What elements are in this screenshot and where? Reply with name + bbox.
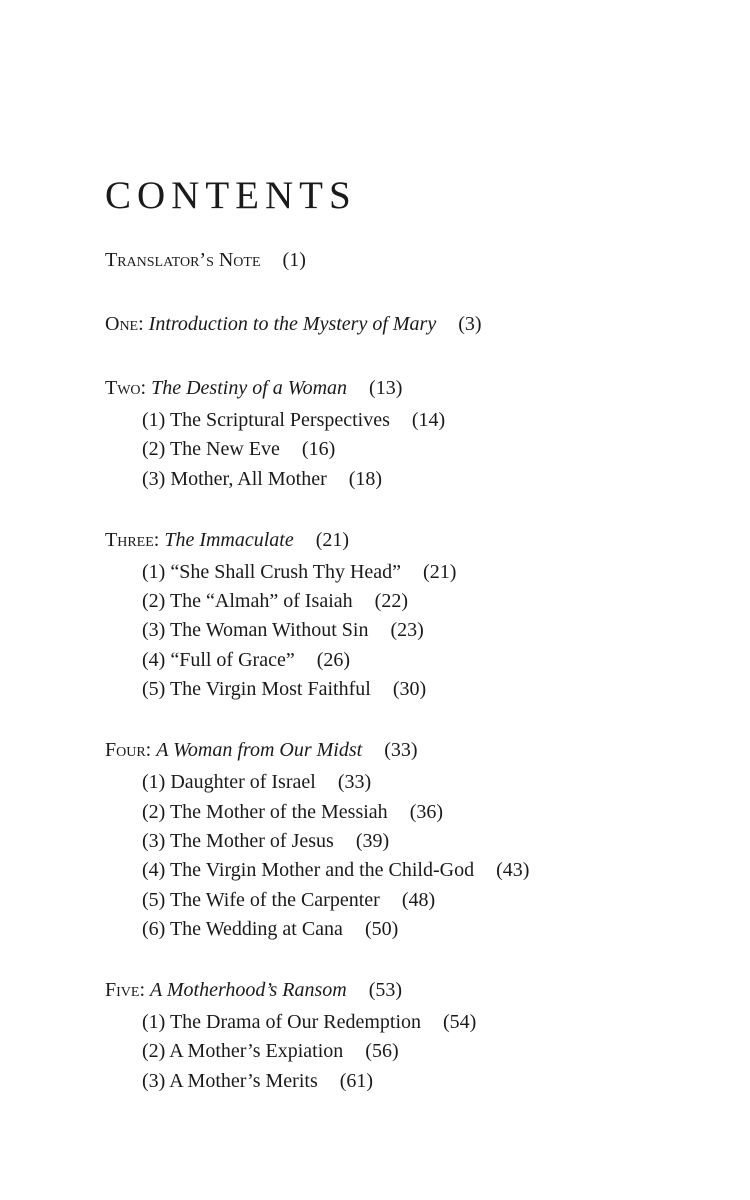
section-title: (2) The Mother of the Messiah [142,800,388,823]
section-entry [105,915,725,944]
chapter-one [105,307,725,342]
section-title: (4) The Virgin Mother and the Child-God [142,859,475,882]
section-title: (1) “She Shall Crush Thy Head” [142,560,402,583]
section-page: (56) [365,1040,399,1063]
section-entry [105,406,725,435]
section-entry [105,435,725,464]
section-entry [105,646,725,675]
section-page: (21) [423,560,457,583]
section-page: (48) [401,888,436,911]
section-title: (3) Mother, All Mother [142,467,327,490]
section-entry [105,616,725,645]
chapter-two [105,371,725,494]
section-title: (5) The Wife of the Carpenter [142,888,380,911]
chapter-page: (33) [384,739,418,762]
section-entry [105,558,725,587]
section-entry [105,827,725,856]
chapter-title: A Woman from Our Midst [156,739,363,762]
chapter-page: (13) [369,377,403,399]
chapter-title: The Destiny of a Woman [151,377,348,399]
section-title: (6) The Wedding at Cana [142,917,343,940]
contents-heading: CONTENTS [105,174,357,217]
section-page: (39) [355,829,390,852]
section-entry [105,798,725,827]
chapter-three [105,523,725,704]
chapter-four [105,733,725,944]
chapter-title: Introduction to the Mystery of Mary [148,313,437,335]
section-title: (1) Daughter of Israel [142,771,316,794]
chapter-five [105,973,725,1096]
chapter-label: Four: [105,739,152,762]
table-of-contents [105,243,725,1125]
section-page: (54) [443,1011,477,1034]
section-entry [105,1008,725,1037]
section-title: (1) The Drama of Our Redemption [142,1011,421,1034]
chapter-label: One: [105,313,144,335]
chapter-label: Two: [105,377,147,399]
section-title: (2) The “Almah” of Isaiah [142,590,353,613]
section-page: (16) [301,438,336,461]
section-title: (4) “Full of Grace” [142,648,295,671]
front-matter-label: Translator’s Note [105,249,261,271]
section-entry [105,856,725,885]
section-entry [105,886,725,915]
section-title: (3) The Mother of Jesus [142,829,334,852]
front-matter-entry [105,243,725,278]
section-entry [105,587,725,616]
section-entry [105,465,725,494]
section-entry [105,675,725,704]
section-page: (14) [411,409,446,431]
chapter-label: Three: [105,528,160,551]
section-page: (43) [496,859,530,882]
section-entry [105,768,725,797]
chapter-title: The Immaculate [164,528,294,551]
chapter-page: (3) [458,313,482,335]
chapter-page: (53) [368,979,403,1002]
section-title: (2) A Mother’s Expiation [142,1040,344,1063]
chapter-label: Five: [105,979,146,1002]
section-page: (26) [316,648,351,671]
section-title: (2) The New Eve [142,438,280,461]
front-matter-page: (1) [282,249,306,271]
section-title: (3) A Mother’s Merits [142,1069,318,1092]
section-entry [105,1067,725,1096]
section-page: (22) [374,590,408,613]
section-entry [105,1037,725,1066]
section-title: (3) The Woman Without Sin [142,619,369,642]
section-page: (23) [390,619,424,642]
section-page: (18) [348,467,383,490]
chapter-title: A Motherhood’s Ransom [150,979,347,1002]
section-page: (33) [337,771,372,794]
section-page: (36) [409,800,444,823]
section-title: (5) The Virgin Most Faithful [142,678,371,701]
section-page: (30) [392,678,427,701]
section-page: (50) [364,917,399,940]
section-page: (61) [339,1069,374,1092]
chapter-page: (21) [315,528,350,551]
section-title: (1) The Scriptural Perspectives [142,409,390,431]
